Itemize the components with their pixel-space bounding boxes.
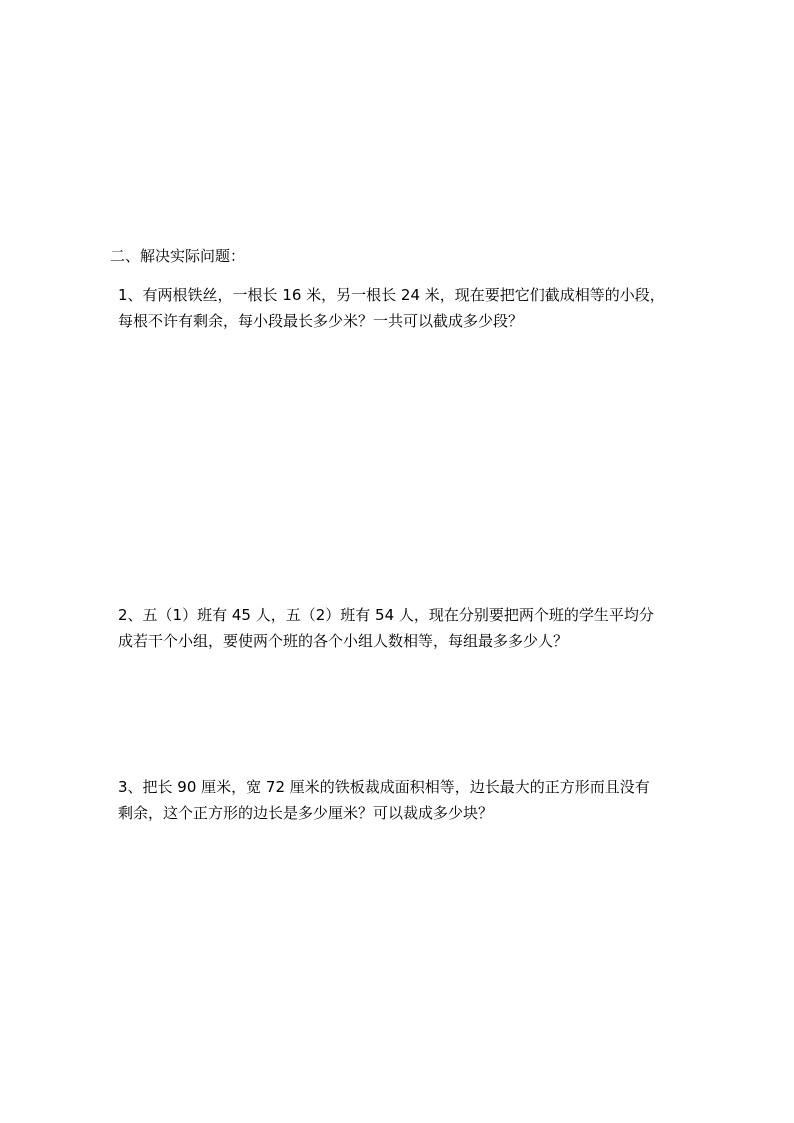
section-heading: 二、解决实际问题： — [110, 247, 246, 265]
problem-1-line-2: 每根不许有剩余，每小段最长多少米？一共可以截成多少段？ — [118, 312, 524, 330]
problem-3 — [118, 774, 698, 826]
problem-2-line-2: 成若干个小组，要使两个班的各个小组人数相等，每组最多多少人？ — [118, 632, 569, 650]
problem-1 — [118, 282, 698, 334]
problem-3-line-2: 剩余，这个正方形的边长是多少厘米？可以裁成多少块？ — [118, 804, 494, 822]
problem-2-line-1: 2、五（1）班有 45 人，五（2）班有 54 人，现在分别要把两个班的学生平均分 — [118, 606, 654, 624]
problem-1-line-1: 1、有两根铁丝，一根长 16 米，另一根长 24 米，现在要把它们截成相等的小段， — [118, 286, 665, 304]
problem-3-line-1: 3、把长 90 厘米，宽 72 厘米的铁板裁成面积相等，边长最大的正方形而且没有 — [118, 778, 650, 796]
problem-2 — [118, 602, 698, 654]
